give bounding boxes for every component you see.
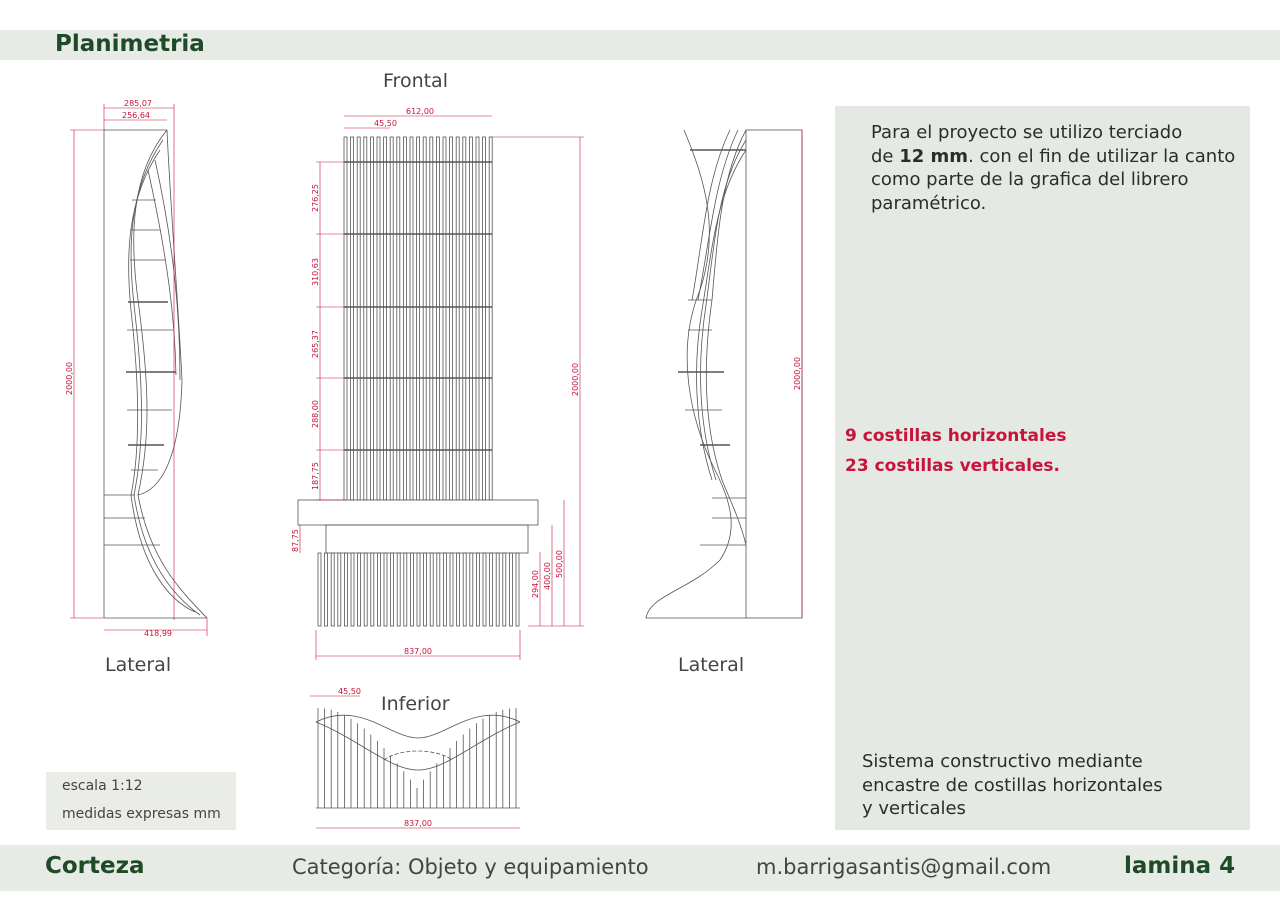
description-line-2 — [871, 145, 1251, 169]
lateral-right-drawing — [646, 130, 802, 618]
construction-system — [862, 750, 1202, 821]
view-label-inferior: Inferior — [381, 693, 450, 715]
ribs-horizontal: 9 costillas horizontales — [845, 426, 1067, 446]
units-text: medidas expresas mm — [62, 806, 221, 822]
dim-lat-top-outer: 285,07 — [124, 99, 152, 108]
description-thickness: 12 mm — [899, 145, 969, 167]
dim-right-height: 2000,00 — [793, 356, 802, 390]
ribs-vertical: 23 costillas verticales. — [845, 456, 1060, 476]
dim-front-seg-2: 310,63 — [311, 258, 320, 286]
footer-category: Categoría: Objeto y equipamiento — [292, 855, 649, 879]
dim-front-base-h1: 294,00 — [531, 570, 540, 598]
view-label-frontal: Frontal — [383, 70, 448, 92]
dim-lat-base: 418,99 — [144, 629, 172, 638]
view-label-lateral-left: Lateral — [105, 654, 172, 676]
dim-inf-spacing: 45,50 — [338, 687, 361, 696]
dim-front-base-h2: 400,00 — [543, 562, 552, 590]
dim-inf-width: 837,00 — [404, 819, 432, 828]
system-line-1: Sistema constructivo mediante — [862, 751, 1143, 772]
dim-lat-top-inner: 256,64 — [122, 111, 150, 120]
dim-front-seg-5: 187,75 — [311, 462, 320, 490]
dim-front-seg-3: 265,37 — [311, 330, 320, 358]
view-label-lateral-right: Lateral — [678, 654, 745, 676]
dim-front-seg-1: 276,25 — [311, 184, 320, 212]
dim-front-height: 2000,00 — [571, 362, 580, 396]
dim-front-spacing: 45,50 — [374, 119, 397, 128]
dim-lat-height: 2000,00 — [65, 361, 74, 395]
system-line-3: y verticales — [862, 798, 966, 819]
footer-brand: Corteza — [45, 853, 145, 879]
description-line-3: como parte de la grafica del librero — [871, 169, 1189, 190]
lateral-left-drawing — [104, 130, 207, 618]
lateral-left-dimensions — [70, 104, 207, 636]
description-line-4: paramétrico. — [871, 192, 987, 214]
frontal-drawing — [298, 137, 538, 626]
dim-front-base-h3: 500,00 — [555, 550, 564, 578]
project-description — [871, 121, 1251, 215]
dim-front-seg-4: 288,00 — [311, 400, 320, 428]
inferior-drawing — [316, 708, 520, 808]
page-title: Planimetria — [55, 31, 205, 57]
footer-lamina: lamina 4 — [1124, 853, 1236, 879]
description-line-2-pre: de — [871, 145, 900, 167]
description-line-2-post: . con el fin de utilizar la canto — [968, 145, 1236, 167]
system-line-2: encastre de costillas horizontales — [862, 774, 1163, 796]
scale-text: escala 1:12 — [62, 778, 143, 794]
dim-front-width-base: 837,00 — [404, 647, 432, 656]
frontal-dimensions — [300, 116, 584, 660]
dimension-labels — [65, 99, 802, 828]
description-line-1: Para el proyecto se utilizo terciado — [871, 122, 1183, 143]
dim-front-seg-6: 87,75 — [291, 529, 300, 552]
footer-email[interactable]: m.barrigasantis@gmail.com — [756, 855, 1052, 879]
dim-front-width-top: 612,00 — [406, 107, 434, 116]
